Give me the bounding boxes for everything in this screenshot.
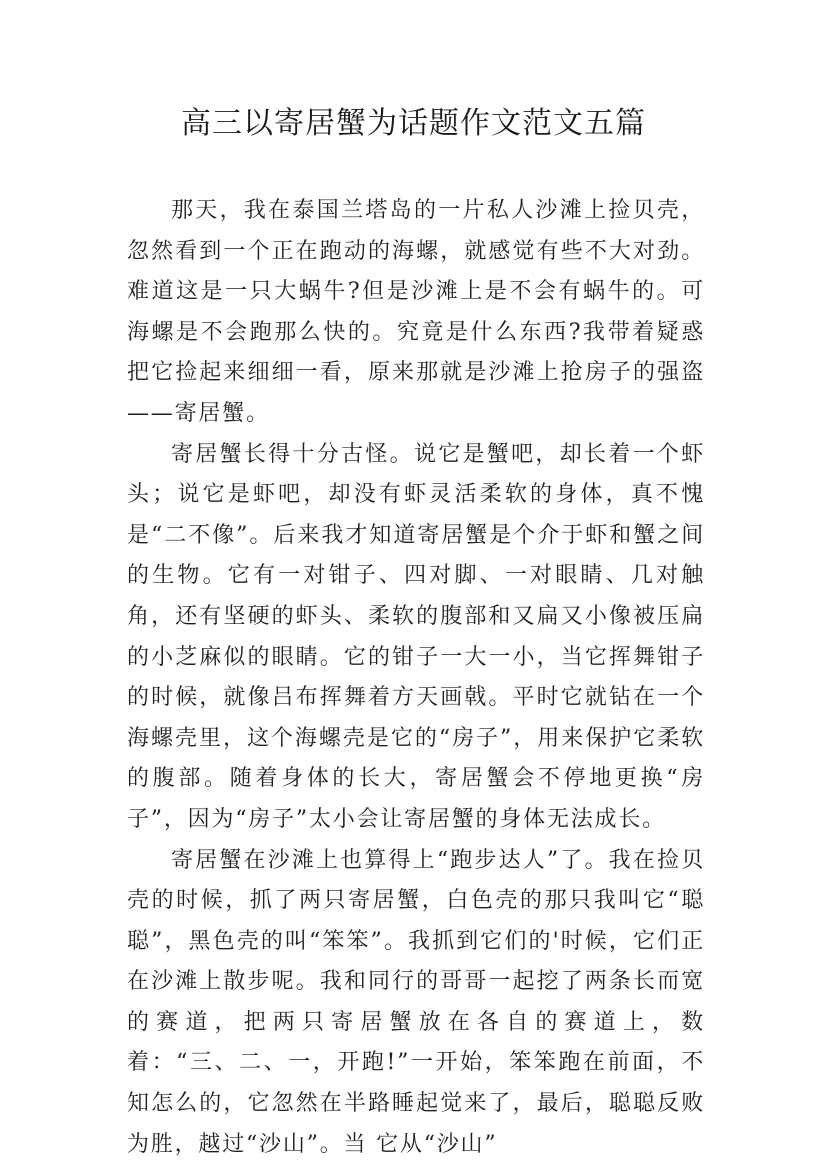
- paragraph: 寄居蟹长得十分古怪。说它是蟹吧，却长着一个虾头；说它是虾吧，却没有虾灵活柔软的身体，真不愧是“二不像”。后来我才知道寄居蟹是个介于虾和蟹之间的生物。它有一对钳子、四对脚、一对眼睛、几对触角，还有坚硬的虾头、柔软的腹部和又扁又小像被压扁的小芝麻似的眼睛。它的钳子一大一小，当它挥舞钳子的时候，就像吕布挥舞着方天画戟。平时它就钻在一个海螺壳里，这个海螺壳是它的“房子”，用来保护它柔软的腹部。随着身体的长大，寄居蟹会不停地更换“房子”，因为“房子”太小会让寄居蟹的身体无法成长。: [127, 441, 705, 832]
- paragraph: 寄居蟹在沙滩上也算得上“跑步达人”了。我在捡贝壳的时候，抓了两只寄居蟹，白色壳的那只我叫它“聪聪”，黑色壳的叫“笨笨”。我抓到它们的'时候，它们正在沙滩上散步呢。我和同行的哥哥一起挖了两条长而宽的赛道，把两只寄居蟹放在各自的赛道上，数着：“三、二、一，开跑!”一开始，笨笨跑在前面，不知怎么的，它忽然在半路睡起觉来了，最后，聪聪反败为胜，越过“沙山”。当 它从“沙山”: [127, 847, 705, 1157]
- paragraph: 那天，我在泰国兰塔岛的一片私人沙滩上捡贝壳，忽然看到一个正在跑动的海螺，就感觉有些不大对劲。难道这是一只大蜗牛?但是沙滩上是不会有蜗牛的。可海螺是不会跑那么快的。究竟是什么东西?我带着疑惑把它捡起来细细一看，原来那就是沙滩上抢房子的强盗——寄居蟹。: [127, 198, 705, 426]
- document-title: 高三以寄居蟹为话题作文范文五篇: [181, 106, 646, 141]
- document-body: [127, 191, 705, 1165]
